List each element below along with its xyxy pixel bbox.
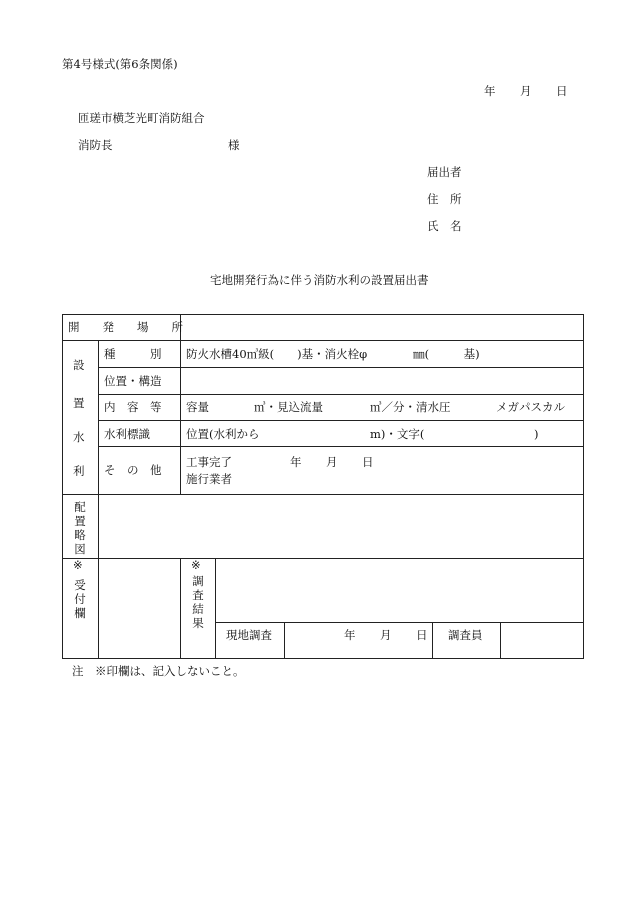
contents-flow: ㎥・見込流量 [254, 400, 323, 414]
table-line [500, 622, 501, 658]
site-survey-label: 現地調査 [226, 628, 272, 642]
table-border-top [62, 314, 583, 315]
contents-label: 内 容 等 [104, 400, 162, 414]
table-line [62, 494, 583, 495]
applicant-notifier: 届出者 [427, 165, 462, 179]
sign-label: 水利標識 [104, 427, 150, 441]
sign-value: 位置(水利から [186, 427, 260, 441]
setchi-char: 置 [73, 396, 85, 410]
contents-pressure: ㎥／分・清水圧 [370, 400, 451, 414]
layout-label: 配置略図 [74, 500, 86, 556]
dev-location-label: 開 発 場 所 [68, 320, 183, 334]
table-line [98, 394, 583, 395]
type-label: 種 別 [104, 347, 162, 361]
table-line [62, 340, 583, 341]
other-month: 月 [326, 455, 338, 469]
table-border-right [583, 314, 584, 659]
form-number: 第4号様式(第6条関係) [62, 57, 178, 71]
applicant-address: 住 所 [427, 192, 462, 206]
date-day: 日 [556, 84, 568, 98]
table-line [215, 558, 216, 658]
table-line [284, 622, 285, 658]
recipient-title: 消防長 [78, 138, 113, 152]
date-year: 年 [484, 84, 496, 98]
sign-value-close: ) [534, 427, 539, 441]
contents-capacity: 容量 [186, 400, 209, 414]
other-year: 年 [290, 455, 302, 469]
position-label: 位置・構造 [104, 374, 162, 388]
survey-month: 月 [380, 628, 392, 642]
setchi-char: 水 [73, 430, 85, 444]
sign-value-m: m)・文字( [370, 427, 425, 441]
other-day: 日 [362, 455, 374, 469]
table-border-left [62, 314, 63, 659]
table-line [62, 558, 583, 559]
other-completion: 工事完了 [186, 455, 232, 469]
contents-unit: メガパスカル [496, 400, 565, 414]
table-line [215, 622, 583, 623]
table-line [98, 340, 99, 658]
survey-mark: ※ [191, 558, 201, 572]
other-label: そ の 他 [104, 463, 162, 477]
recipient-honorific: 様 [228, 138, 240, 152]
document-title: 宅地開発行為に伴う消防水利の設置届出書 [210, 273, 429, 287]
table-line [180, 314, 181, 494]
footnote: 注 ※印欄は、記入しないこと。 [72, 664, 245, 678]
table-border-bottom [62, 658, 583, 659]
table-line [432, 622, 433, 658]
table-line [98, 367, 583, 368]
recipient-organization: 匝瑳市横芝光町消防組合 [78, 111, 205, 125]
reception-label: 受付欄 [74, 578, 86, 620]
survey-year: 年 [344, 628, 356, 642]
table-line [180, 558, 181, 658]
survey-label: 調査結果 [192, 574, 204, 630]
survey-day: 日 [416, 628, 428, 642]
date-month: 月 [520, 84, 532, 98]
table-line [98, 446, 583, 447]
setchi-char: 設 [73, 358, 85, 372]
inspector-label: 調査員 [448, 628, 483, 642]
setchi-char: 利 [73, 464, 85, 478]
applicant-name: 氏 名 [427, 219, 462, 233]
reception-mark: ※ [73, 558, 83, 572]
other-contractor: 施行業者 [186, 472, 232, 486]
type-value: 防火水槽40㎥級( )基・消火栓φ ㎜( 基) [186, 347, 480, 361]
table-line [98, 420, 583, 421]
